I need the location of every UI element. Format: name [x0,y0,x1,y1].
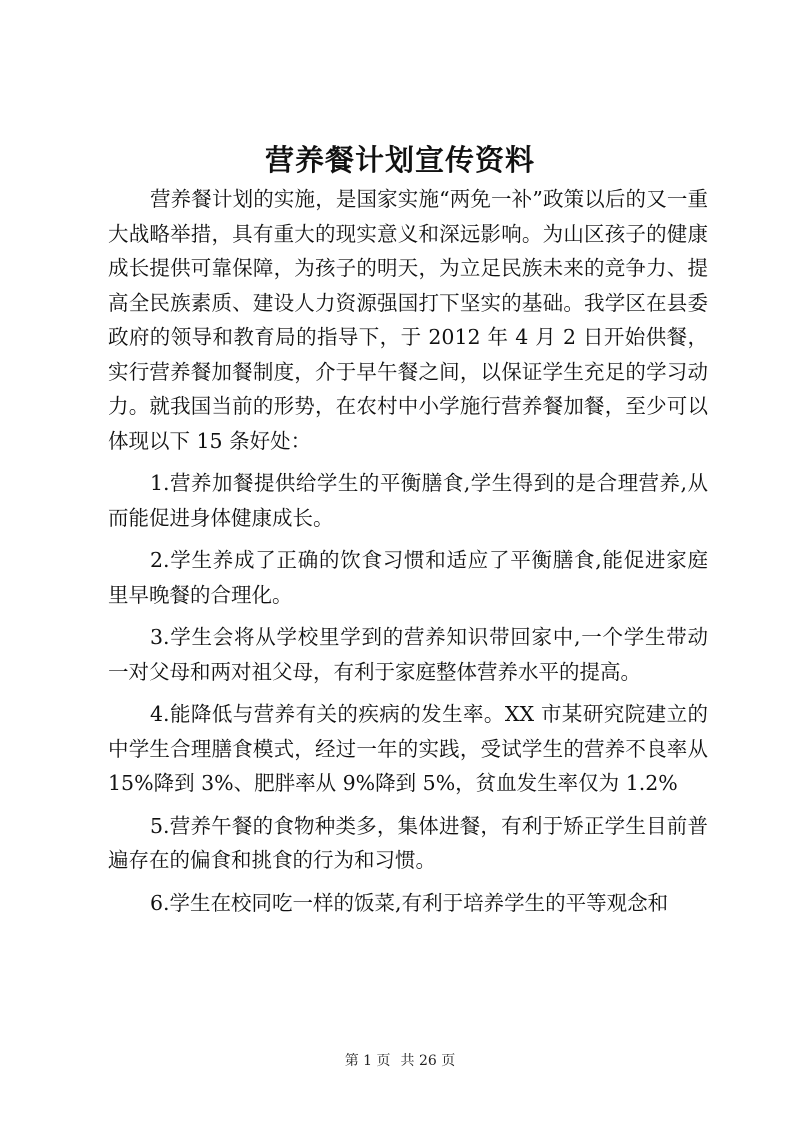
page-footer [0,1051,800,1071]
paragraph-item-4: 4.能降低与营养有关的疾病的发生率。XX 市某研究院建立的中学生合理膳食模式，经过一年的实践，受试学生的营养不良率从 15%降到 3%、肥胖率从 9%降到 5%，贫血发生率仅为 1.2% [108,702,708,795]
paragraph-item-3: 3.学生会将从学校里学到的营养知识带回家中,一个学生带动一对父母和两对祖父母，有利于家庭整体营养水平的提高。 [108,625,708,684]
paragraph-intro: 营养餐计划的实施，是国家实施“两免一补”政策以后的又一重大战略举措，具有重大的现实意义和深远影响。为山区孩子的健康成长提供可靠保障，为孩子的明天，为立足民族未来的竞争力、提高全民族素质、建设人力资源强国打下坚实的基础。我学区在县委政府的领导和教育局的指导下，于 2012 年 4 月 2 日开始供餐，实行营养餐加餐制度，介于早午餐之间，以保证学生充足的学习动力。就我国当前的形势，在农村中小学施行营养餐加餐，至少可以体现以下 15 条好处： [108,187,708,453]
paragraph-item-6: 6.学生在校同吃一样的饭菜,有利于培养学生的平等观念和 [150,890,669,915]
document-title: 营养餐计划宣传资料 [264,143,535,177]
paragraph-item-1: 1.营养加餐提供给学生的平衡膳食,学生得到的是合理营养,从而能促进身体健康成长。 [108,471,708,530]
page-number: 第 1 页 [344,1053,391,1069]
paragraph-item-5: 5.营养午餐的食物种类多，集体进餐，有利于矫正学生目前普遍存在的偏食和挑食的行为和习惯。 [108,813,708,872]
document-body [108,182,708,928]
total-pages: 共 26 页 [400,1053,456,1069]
paragraph-item-2: 2.学生养成了正确的饮食习惯和适应了平衡膳食,能促进家庭里早晚餐的合理化。 [108,548,708,607]
